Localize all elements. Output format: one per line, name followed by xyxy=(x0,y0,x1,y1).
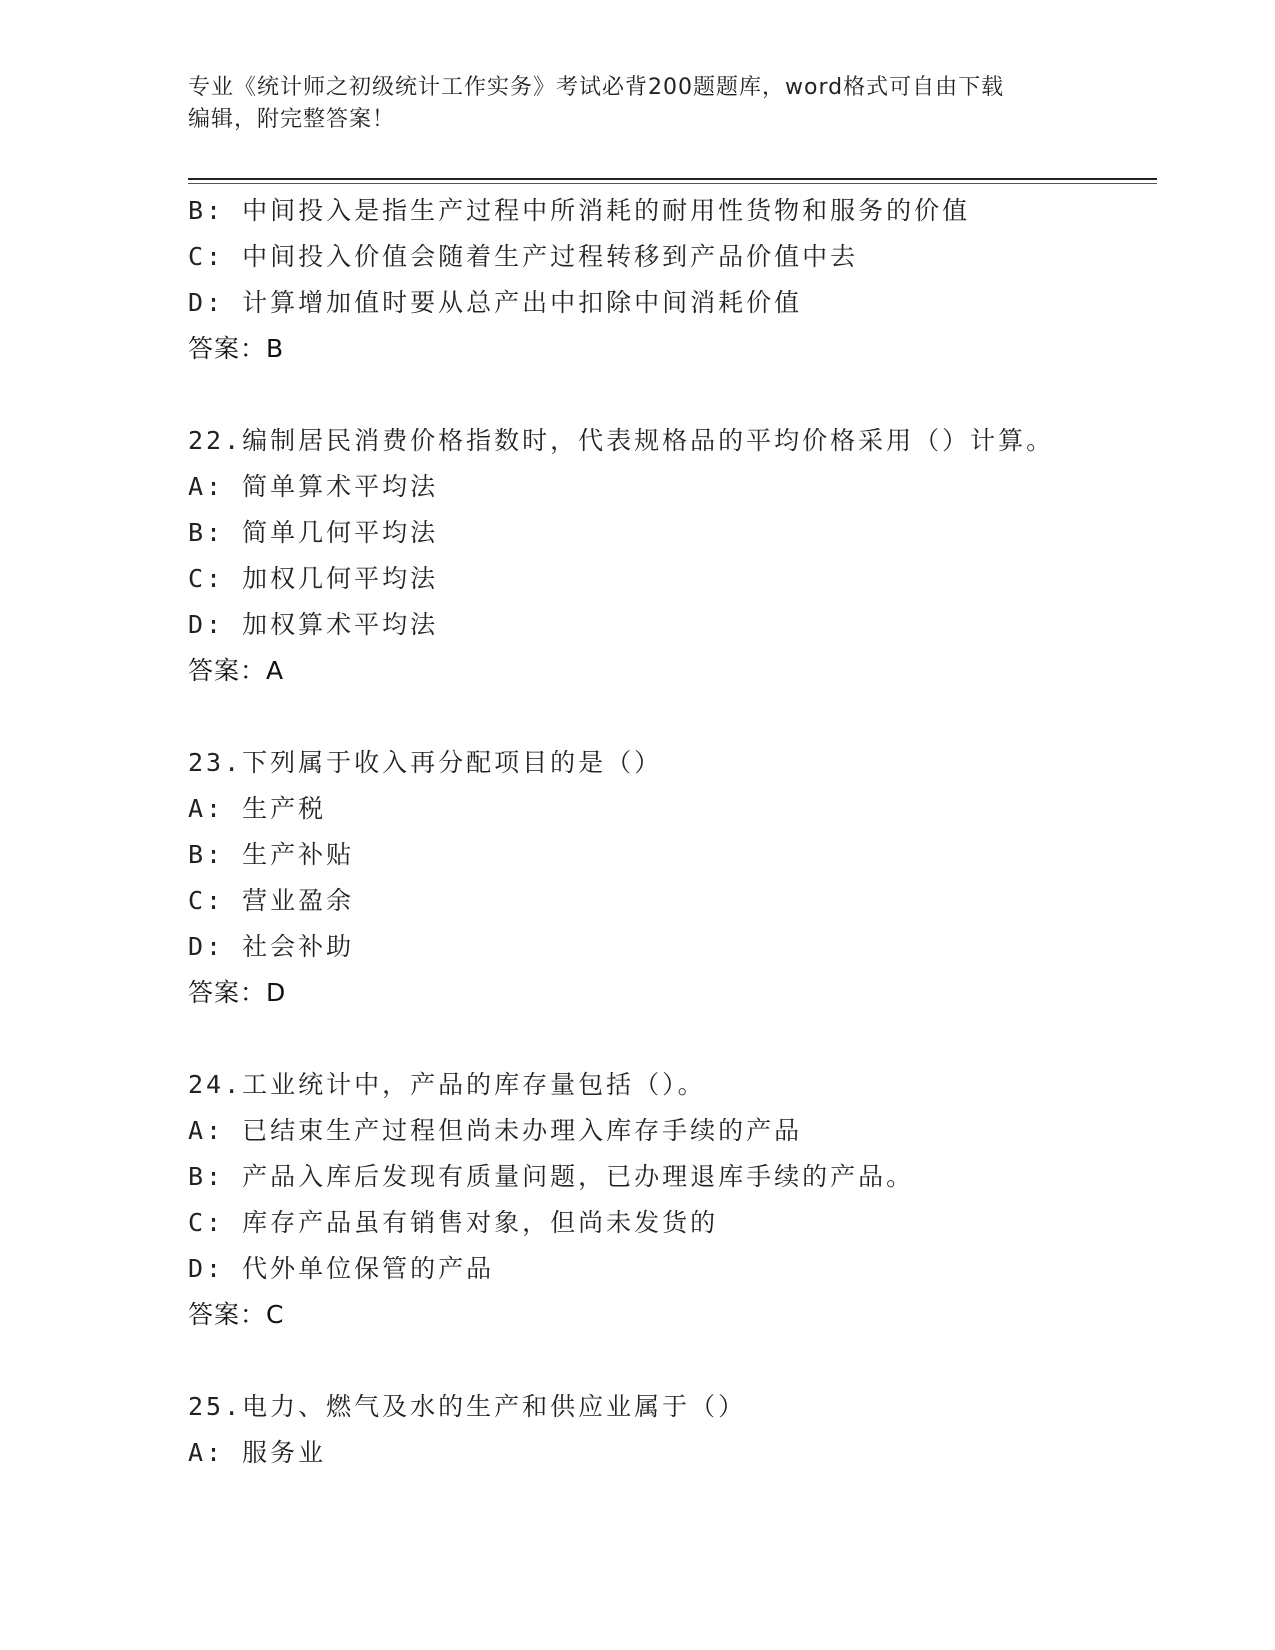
question-23 xyxy=(188,740,1157,1016)
option-a: A: 已结束生产过程但尚未办理入库存手续的产品 xyxy=(188,1116,803,1145)
option-c: C: 营业盈余 xyxy=(188,886,355,915)
question-text: 22.编制居民消费价格指数时，代表规格品的平均价格采用（）计算。 xyxy=(188,426,1055,455)
answer-label: 答案：C xyxy=(188,1300,285,1329)
answer-label: 答案：A xyxy=(188,656,285,685)
option-c: C: 库存产品虽有销售对象，但尚未发货的 xyxy=(188,1208,719,1237)
option-d: D: 加权算术平均法 xyxy=(188,610,439,639)
answer-label: 答案：D xyxy=(188,978,287,1007)
option-b: B: 生产补贴 xyxy=(188,840,355,869)
spacer xyxy=(188,1016,1157,1062)
option-d: D: 代外单位保管的产品 xyxy=(188,1254,495,1283)
option-c: C: 中间投入价值会随着生产过程转移到产品价值中去 xyxy=(188,242,859,271)
option-a: A: 生产税 xyxy=(188,794,327,823)
question-24 xyxy=(188,1062,1157,1338)
question-22 xyxy=(188,418,1157,694)
header-rule-thin xyxy=(188,183,1157,184)
question-text: 23.下列属于收入再分配项目的是（） xyxy=(188,748,663,777)
spacer xyxy=(188,694,1157,740)
option-d: D: 社会补助 xyxy=(188,932,355,961)
question-text: 24.工业统计中，产品的库存量包括（）。 xyxy=(188,1070,706,1099)
document-header xyxy=(188,72,1088,136)
answer-label: 答案：B xyxy=(188,334,285,363)
option-b: B: 中间投入是指生产过程中所消耗的耐用性货物和服务的价值 xyxy=(188,196,971,225)
question-25 xyxy=(188,1384,1157,1476)
header-line-1: 专业《统计师之初级统计工作实务》考试必背200题题库，word格式可自由下载 xyxy=(188,75,1005,100)
option-b: B: 产品入库后发现有质量问题，已办理退库手续的产品。 xyxy=(188,1162,915,1191)
question-list xyxy=(188,188,1157,1476)
header-line-2: 编辑，附完整答案！ xyxy=(188,107,396,132)
spacer xyxy=(188,1338,1157,1384)
spacer xyxy=(188,372,1157,418)
question-text: 25.电力、燃气及水的生产和供应业属于（） xyxy=(188,1392,747,1421)
option-d: D: 计算增加值时要从总产出中扣除中间消耗价值 xyxy=(188,288,803,317)
option-a: A: 简单算术平均法 xyxy=(188,472,439,501)
question-21 xyxy=(188,188,1157,372)
option-b: B: 简单几何平均法 xyxy=(188,518,439,547)
option-a: A: 服务业 xyxy=(188,1438,327,1467)
option-c: C: 加权几何平均法 xyxy=(188,564,439,593)
header-rule-thick xyxy=(188,178,1157,180)
